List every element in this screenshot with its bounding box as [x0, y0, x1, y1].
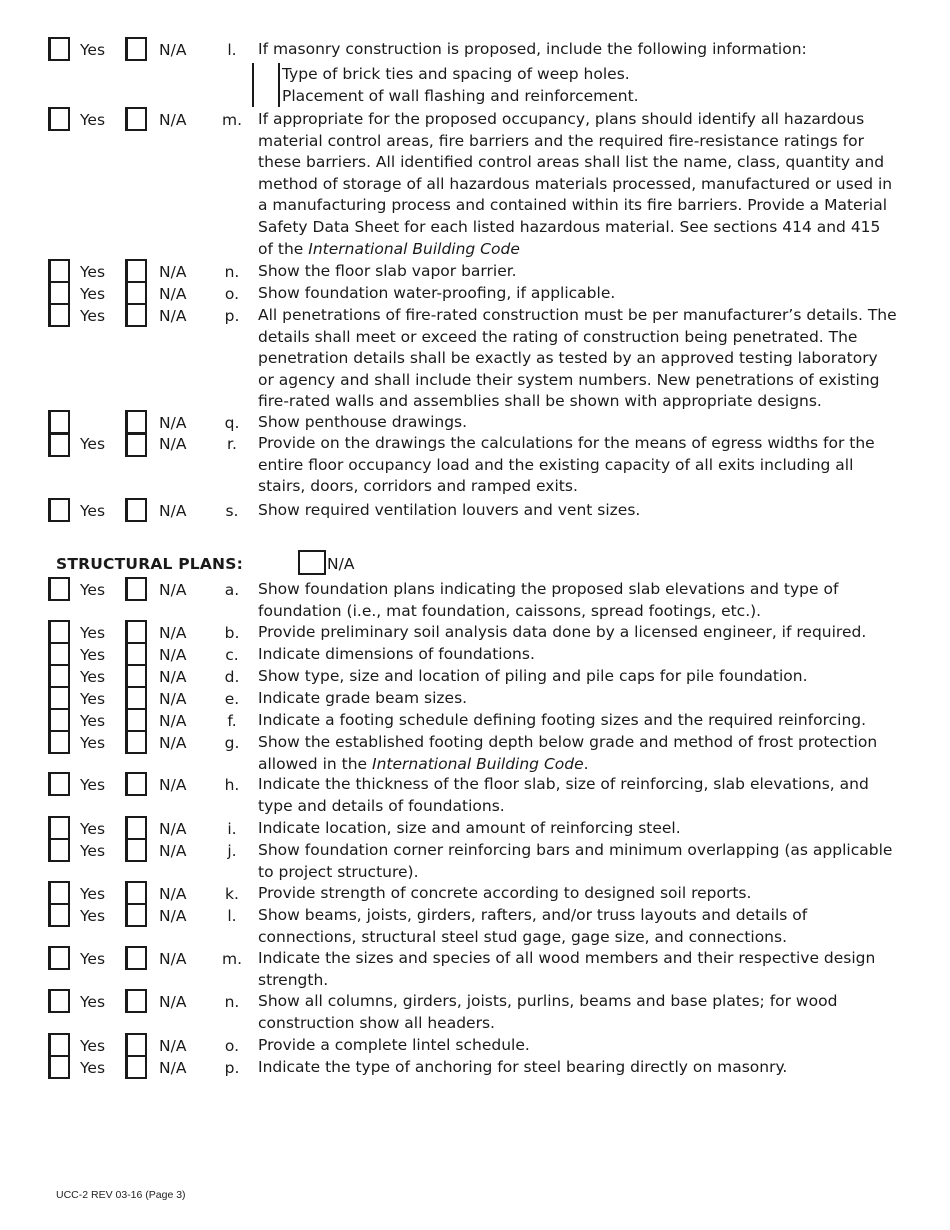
item-letter: n.	[224, 263, 240, 281]
yes-label: Yes	[80, 285, 106, 303]
na-label: N/A	[159, 414, 187, 432]
yes-checkbox[interactable]	[48, 730, 70, 754]
item-letter: q.	[224, 414, 240, 432]
na-checkbox[interactable]	[125, 642, 147, 666]
na-checkbox[interactable]	[125, 816, 147, 840]
yes-checkbox[interactable]	[48, 1055, 70, 1079]
item-text: Indicate the thickness of the floor slab, size of reinforcing, slab elevations, and type and details of foundations.	[258, 775, 869, 815]
section-heading-structural: STRUCTURAL PLANS:	[56, 555, 243, 573]
na-label: N/A	[159, 820, 187, 838]
yes-checkbox[interactable]	[48, 686, 70, 710]
item-text: Show penthouse drawings.	[258, 413, 468, 431]
na-label: N/A	[159, 1037, 187, 1055]
na-label: N/A	[159, 776, 187, 794]
yes-checkbox[interactable]	[48, 410, 70, 434]
na-checkbox[interactable]	[125, 303, 147, 327]
na-label: N/A	[159, 41, 187, 59]
yes-label: Yes	[80, 502, 106, 520]
yes-label: Yes	[80, 111, 106, 129]
item-text: Provide a complete lintel schedule.	[258, 1036, 530, 1054]
yes-checkbox[interactable]	[48, 903, 70, 927]
item-text: Show all columns, girders, joists, purlins, beams and base plates; for wood construction show all headers.	[258, 992, 838, 1032]
item-letter: p.	[224, 1059, 240, 1077]
yes-label: Yes	[80, 712, 106, 730]
yes-label: Yes	[80, 581, 106, 599]
yes-label: Yes	[80, 776, 106, 794]
item-text: Show foundation water-proofing, if applicable.	[258, 284, 616, 302]
yes-checkbox[interactable]	[48, 620, 70, 644]
na-label: N/A	[159, 435, 187, 453]
na-label: N/A	[159, 668, 187, 686]
yes-label: Yes	[80, 885, 106, 903]
yes-label: Yes	[80, 820, 106, 838]
na-checkbox[interactable]	[125, 498, 147, 522]
item-letter: l.	[227, 907, 237, 925]
na-label: N/A	[159, 885, 187, 903]
yes-checkbox[interactable]	[48, 577, 70, 601]
subitem-checkbox[interactable]	[252, 63, 280, 85]
item-text: Show foundation plans indicating the proposed slab elevations and type of foundation (i.e., mat foundation, caissons, spread footings, etc.).	[258, 580, 839, 620]
yes-checkbox[interactable]	[48, 946, 70, 970]
item-letter: g.	[224, 734, 240, 752]
section-na-checkbox[interactable]	[298, 550, 326, 575]
na-checkbox[interactable]	[125, 989, 147, 1013]
page-footer: UCC-2 REV 03-16 (Page 3)	[56, 1189, 186, 1201]
na-checkbox[interactable]	[125, 664, 147, 688]
item-text: Indicate the type of anchoring for steel bearing directly on masonry.	[258, 1058, 788, 1076]
item-text: Indicate dimensions of foundations.	[258, 645, 535, 663]
na-label: N/A	[159, 690, 187, 708]
item-text: Indicate a footing schedule defining footing sizes and the required reinforcing.	[258, 711, 867, 729]
item-letter: m.	[221, 950, 243, 968]
yes-checkbox[interactable]	[48, 107, 70, 131]
code-reference: International Building Code	[308, 239, 520, 258]
na-label: N/A	[159, 624, 187, 642]
yes-checkbox[interactable]	[48, 259, 70, 283]
item-text: If masonry construction is proposed, include the following information:	[258, 40, 807, 58]
yes-label: Yes	[80, 1059, 106, 1077]
section-na-label: N/A	[327, 555, 355, 573]
yes-label: Yes	[80, 263, 106, 281]
yes-checkbox[interactable]	[48, 37, 70, 61]
na-label: N/A	[159, 646, 187, 664]
yes-label: Yes	[80, 307, 106, 325]
yes-checkbox[interactable]	[48, 989, 70, 1013]
item-text: All penetrations of fire-rated construction must be per manufacturer’s details. The details shall meet or exceed the rating of construction being penetrated. The penetration details shall be exactly as tested by an approved testing laboratory or agency and shall include their system numbers. New penetrations of existing fire-rated walls and assemblies shall be shown with appropriate designs.	[258, 306, 897, 411]
na-label: N/A	[159, 1059, 187, 1077]
item-letter: e.	[224, 690, 240, 708]
na-label: N/A	[159, 907, 187, 925]
item-letter: f.	[227, 712, 237, 730]
na-checkbox[interactable]	[125, 107, 147, 131]
na-label: N/A	[159, 307, 187, 325]
na-checkbox[interactable]	[125, 772, 147, 796]
yes-label: Yes	[80, 435, 106, 453]
yes-label: Yes	[80, 690, 106, 708]
na-checkbox[interactable]	[125, 259, 147, 283]
yes-label: Yes	[80, 842, 106, 860]
item-letter: o.	[224, 285, 240, 303]
yes-checkbox[interactable]	[48, 664, 70, 688]
item-text: Provide strength of concrete according to designed soil reports.	[258, 884, 752, 902]
item-letter: o.	[224, 1037, 240, 1055]
yes-checkbox[interactable]	[48, 433, 70, 457]
item-text: Indicate location, size and amount of reinforcing steel.	[258, 819, 681, 837]
item-text: Provide on the drawings the calculations for the means of egress widths for the entire floor occupancy load and the existing capacity of all exits including all stairs, doors, corridors and ramped exits.	[258, 434, 875, 496]
na-checkbox[interactable]	[125, 730, 147, 754]
item-text: Show foundation corner reinforcing bars and minimum overlapping (as applicable to project structure).	[258, 841, 893, 881]
item-letter: b.	[224, 624, 240, 642]
item-letter: r.	[227, 435, 237, 453]
na-checkbox[interactable]	[125, 281, 147, 305]
yes-checkbox[interactable]	[48, 1033, 70, 1057]
item-text: Show the floor slab vapor barrier.	[258, 262, 517, 280]
na-label: N/A	[159, 263, 187, 281]
na-label: N/A	[159, 111, 187, 129]
item-letter: d.	[224, 668, 240, 686]
item-letter: j.	[227, 842, 237, 860]
item-text: Indicate grade beam sizes.	[258, 689, 468, 707]
yes-label: Yes	[80, 1037, 106, 1055]
yes-label: Yes	[80, 668, 106, 686]
item-letter: l.	[227, 41, 237, 59]
na-checkbox[interactable]	[125, 708, 147, 732]
na-checkbox[interactable]	[125, 881, 147, 905]
yes-label: Yes	[80, 734, 106, 752]
item-letter: m.	[221, 111, 243, 129]
na-checkbox[interactable]	[125, 1055, 147, 1079]
item-text: Indicate the sizes and species of all wood members and their respective design strength.	[258, 949, 876, 989]
item-letter: h.	[224, 776, 240, 794]
subitem-text: Type of brick ties and spacing of weep holes.	[282, 65, 630, 83]
yes-checkbox[interactable]	[48, 303, 70, 327]
item-letter: c.	[225, 646, 239, 664]
na-checkbox[interactable]	[125, 620, 147, 644]
na-checkbox[interactable]	[125, 946, 147, 970]
na-checkbox[interactable]	[125, 37, 147, 61]
yes-checkbox[interactable]	[48, 281, 70, 305]
na-label: N/A	[159, 950, 187, 968]
subitem-checkbox[interactable]	[252, 85, 280, 107]
item-text: Provide preliminary soil analysis data done by a licensed engineer, if required.	[258, 623, 867, 641]
na-label: N/A	[159, 993, 187, 1011]
na-label: N/A	[159, 581, 187, 599]
na-checkbox[interactable]	[125, 903, 147, 927]
yes-checkbox[interactable]	[48, 642, 70, 666]
item-text	[258, 732, 898, 775]
item-letter: p.	[224, 307, 240, 325]
item-text: Show beams, joists, girders, rafters, and/or truss layouts and details of connections, structural steel stud gage, gage size, and connections.	[258, 906, 808, 946]
item-letter: n.	[224, 993, 240, 1011]
yes-label: Yes	[80, 624, 106, 642]
na-label: N/A	[159, 842, 187, 860]
item-text	[258, 109, 898, 260]
yes-label: Yes	[80, 950, 106, 968]
item-text: Show type, size and location of piling and pile caps for pile foundation.	[258, 667, 808, 685]
item-text-body: If appropriate for the proposed occupancy, plans should identify all hazardous material control areas, fire barriers and the required fire-resistance ratings for these barriers. All identified control areas shall list the name, class, quantity and method of storage of all hazardous materials processed, manufactured or used in a manufacturing process and contained within its fire barriers. Provide a Material Safety Data Sheet for each listed hazardous material. See sections 414 and 415 of the	[258, 110, 893, 258]
na-label: N/A	[159, 712, 187, 730]
item-letter: a.	[224, 581, 240, 599]
yes-label: Yes	[80, 993, 106, 1011]
na-label: N/A	[159, 734, 187, 752]
yes-checkbox[interactable]	[48, 708, 70, 732]
na-label: N/A	[159, 285, 187, 303]
yes-checkbox[interactable]	[48, 838, 70, 862]
item-letter: s.	[225, 502, 239, 520]
yes-label: Yes	[80, 41, 106, 59]
na-checkbox[interactable]	[125, 1033, 147, 1057]
na-checkbox[interactable]	[125, 577, 147, 601]
na-checkbox[interactable]	[125, 433, 147, 457]
subitem-text: Placement of wall flashing and reinforcement.	[282, 87, 639, 105]
yes-checkbox[interactable]	[48, 772, 70, 796]
na-checkbox[interactable]	[125, 838, 147, 862]
yes-checkbox[interactable]	[48, 498, 70, 522]
item-text: Show required ventilation louvers and vent sizes.	[258, 501, 641, 519]
na-checkbox[interactable]	[125, 410, 147, 434]
na-label: N/A	[159, 502, 187, 520]
code-reference: International Building Code	[372, 754, 584, 773]
item-text-body: Show the established footing depth below grade and method of frost protection allowed in the	[258, 733, 878, 773]
yes-checkbox[interactable]	[48, 816, 70, 840]
item-text-suffix: .	[583, 754, 589, 773]
item-letter: i.	[227, 820, 237, 838]
yes-label: Yes	[80, 646, 106, 664]
yes-checkbox[interactable]	[48, 881, 70, 905]
yes-label: Yes	[80, 907, 106, 925]
na-checkbox[interactable]	[125, 686, 147, 710]
item-letter: k.	[225, 885, 239, 903]
